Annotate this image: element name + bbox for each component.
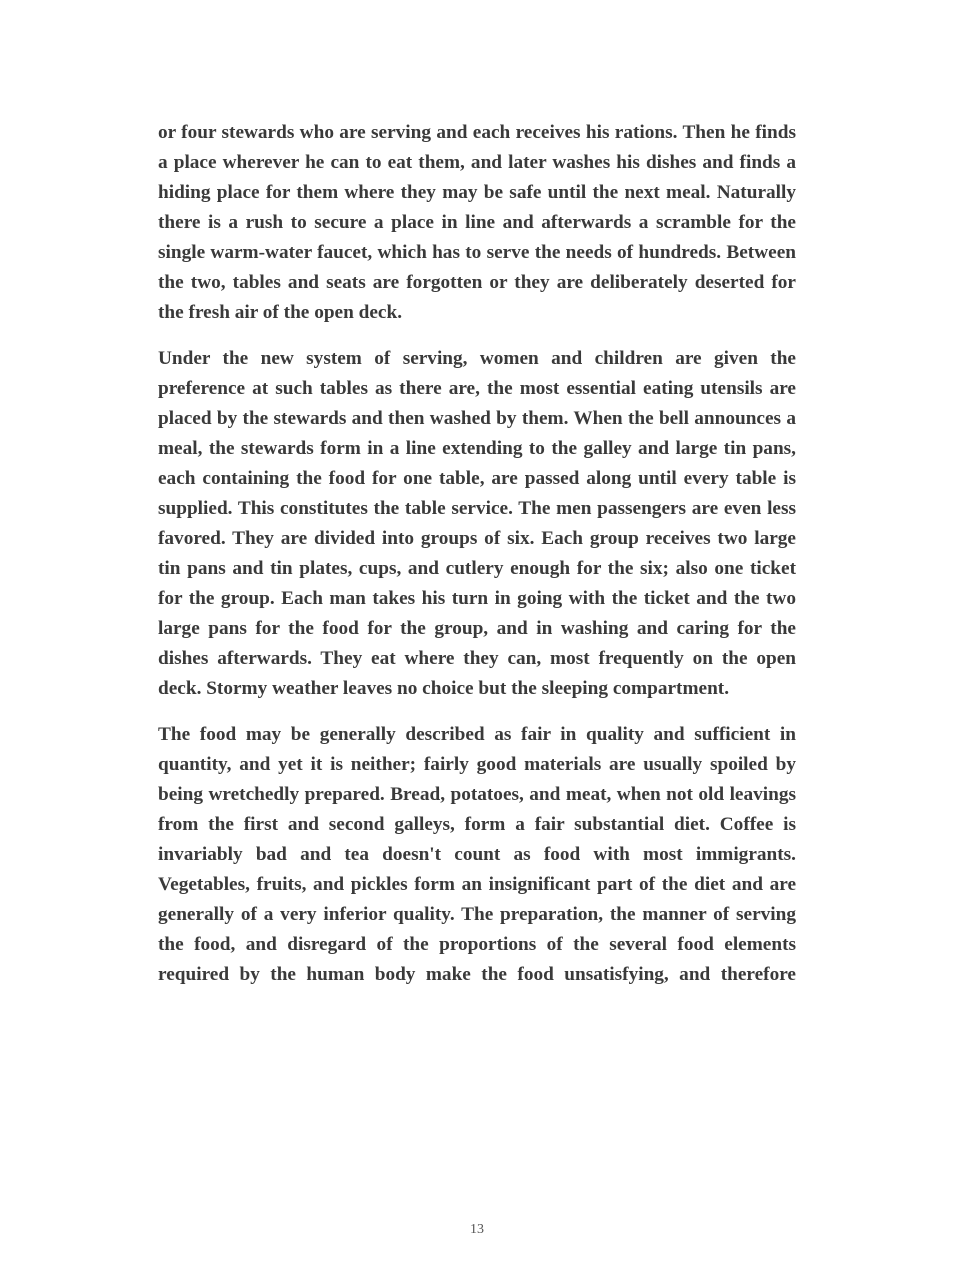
paragraph-1: or four stewards who are serving and each receives his rations. Then he finds a place wherever he can to eat them, and later washes his dishes and finds a hiding place for them where they may be safe until the next meal. Naturally there is a rush to secure a place in line and afterwards a scramble for the single warm-water faucet, which has to serve the needs of hundreds. Between the two, tables and seats are forgotten or they are deliberately deserted for the fresh air of the open deck. <box>158 122 796 323</box>
paragraph-2: Under the new system of serving, women and children are given the preference at such tables as there are, the most essential eating utensils are placed by the stewards and then washed by them. When the bell announces a meal, the stewards form in a line extending to the galley and large tin pans, each containing the food for one table, are passed along until every table is supplied. This constitutes the table service. The men passengers are even less favored. They are divided into groups of six. Each group receives two large tin pans and tin plates, cups, and cutlery enough for the six; also one ticket for the group. Each man takes his turn in going with the ticket and the two large pans for the food for the group, and in washing and caring for the dishes afterwards. They eat where they can, most frequently on the open deck. Stormy weather leaves no choice but the sleeping compartment. <box>158 348 796 699</box>
body-text <box>158 118 796 990</box>
paragraph-3: The food may be generally described as fair in quality and sufficient in quantity, and yet it is neither; fairly good materials are usually spoiled by being wretchedly prepared. Bread, potatoes, and meat, when not old leavings from the first and second galleys, form a fair substantial diet. Coffee is invariably bad and tea doesn't count as food with most immigrants. Vegetables, fruits, and pickles form an insignificant part of the diet and are generally of a very inferior quality. The preparation, the manner of serving the food, and disregard of the proportions of the several food elements required by the human body make the food unsatisfying, and therefore <box>158 724 796 985</box>
page-number: 13 <box>470 1222 484 1237</box>
